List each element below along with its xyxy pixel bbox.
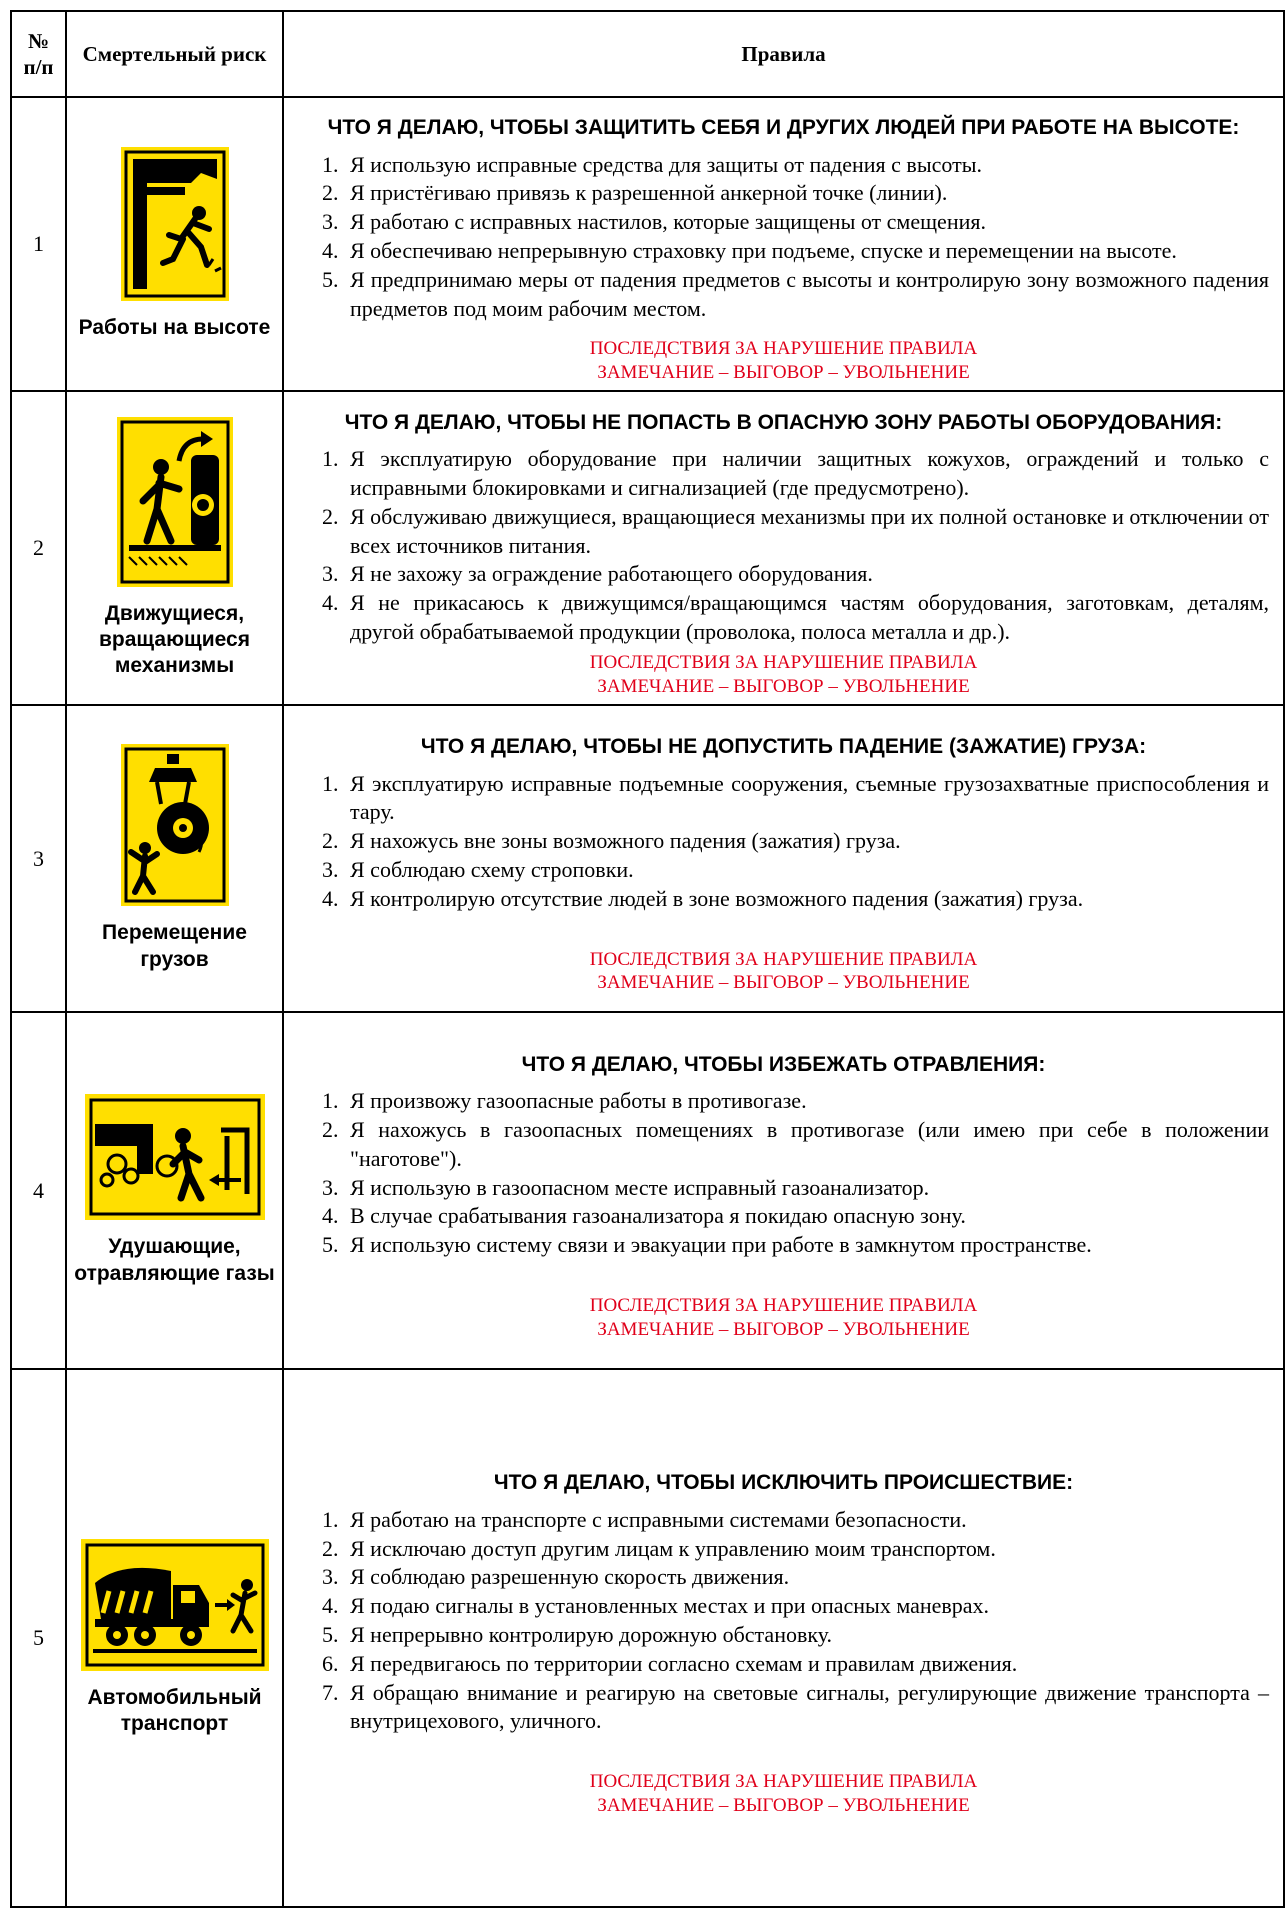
rule-item: 1. Я эксплуатирую оборудование при наличии защитных кожухов, ограждений и только с исправными блокировками и сигнализацией (где предусмотрено).: [344, 445, 1269, 503]
consequence-note: [298, 948, 1269, 996]
risk-cell: [66, 1369, 283, 1907]
rule-item: 7. Я обращаю внимание и реагирую на световые сигналы, регулирующие движение транспорта – внутрицехового, уличного.: [344, 1679, 1269, 1737]
rule-list: [298, 1087, 1269, 1260]
rule-item: 4. Я не прикасаюсь к движущимся/вращающимся частям оборудования, заготовкам, деталям, другой обрабатываемой продукции (проволока, полоса металла и др.).: [344, 589, 1269, 647]
table-row: [11, 1369, 1284, 1907]
rule-item: 4. Я контролирую отсутствие людей в зоне возможного падения (зажатия) груза.: [344, 885, 1269, 914]
rule-item: 2. Я исключаю доступ другим лицам к управлению моим транспортом.: [344, 1535, 1269, 1564]
table-row: [11, 1012, 1284, 1369]
header-number: [11, 11, 66, 97]
risk-name: Удушающие, отравляющие газы: [74, 1235, 275, 1285]
rule-item: 3. Я работаю с исправных настилов, которые защищены от смещения.: [344, 208, 1269, 237]
risk-name: Автомобильный транспорт: [87, 1685, 262, 1735]
rules-cell: [283, 97, 1284, 391]
rule-item: 2. Я нахожусь вне зоны возможного падения (зажатия) груза.: [344, 827, 1269, 856]
consequence-line2: ЗАМЕЧАНИЕ – ВЫГОВОР – УВОЛЬНЕНИЕ: [597, 675, 970, 697]
table-header-row: [11, 11, 1284, 97]
rule-heading: ЧТО Я ДЕЛАЮ, ЧТОБЫ НЕ ДОПУСТИТЬ ПАДЕНИЕ (ЗАЖАТИЕ) ГРУЗА:: [420, 734, 1147, 758]
rule-item: 5. Я использую систему связи и эвакуации при работе в замкнутом пространстве.: [344, 1231, 1269, 1260]
row-number: 3: [11, 705, 66, 1012]
rule-item: 3. Я соблюдаю разрешенную скорость движения.: [344, 1563, 1269, 1592]
rule-heading: ЧТО Я ДЕЛАЮ, ЧТОБЫ ИСКЛЮЧИТЬ ПРОИСШЕСТВИЕ:: [493, 1471, 1074, 1495]
rule-item: 2. Я пристёгиваю привязь к разрешенной анкерной точке (линии).: [344, 179, 1269, 208]
rule-item: 6. Я передвигаюсь по территории согласно схемам и правилам движения.: [344, 1650, 1269, 1679]
rule-list: [298, 445, 1269, 647]
rule-item: 1. Я использую исправные средства для защиты от падения с высоты.: [344, 151, 1269, 180]
table-row: [11, 391, 1284, 705]
header-rules: Правила: [283, 11, 1284, 97]
consequence-line1: ПОСЛЕДСТВИЯ ЗА НАРУШЕНИЕ ПРАВИЛА: [589, 948, 978, 970]
fatal-risks-table: [10, 10, 1285, 1908]
consequence-note: [298, 651, 1269, 699]
header-risk: Смертельный риск: [66, 11, 283, 97]
rule-item: 1. Я работаю на транспорте с исправными системами безопасности.: [344, 1506, 1269, 1535]
rule-heading: ЧТО Я ДЕЛАЮ, ЧТОБЫ НЕ ПОПАСТЬ В ОПАСНУЮ ЗОНУ РАБОТЫ ОБОРУДОВАНИЯ:: [344, 410, 1223, 434]
rule-item: 3. Я соблюдаю схему строповки.: [344, 856, 1269, 885]
toxic-gas-icon: [85, 1094, 265, 1220]
header-number-line1: №: [27, 28, 50, 53]
rule-item: 4. Я обеспечиваю непрерывную страховку при подъеме, спуске и перемещении на высоте.: [344, 237, 1269, 266]
suspended-load-icon: [121, 744, 229, 906]
rule-item: 3. Я использую в газоопасном месте исправный газоанализатор.: [344, 1174, 1269, 1203]
rules-cell: [283, 391, 1284, 705]
fall-from-height-icon: [121, 147, 229, 301]
consequence-note: [298, 1770, 1269, 1818]
consequence-line2: ЗАМЕЧАНИЕ – ВЫГОВОР – УВОЛЬНЕНИЕ: [597, 1795, 970, 1817]
rule-item: 3. Я не захожу за ограждение работающего оборудования.: [344, 560, 1269, 589]
rule-item: 5. Я предпринимаю меры от падения предметов с высоты и контролирую зону возможного падения предметов под моим рабочим местом.: [344, 266, 1269, 324]
risk-name: Перемещение грузов: [102, 921, 247, 971]
dump-truck-icon: [81, 1539, 269, 1671]
rule-item: 1. Я произвожу газоопасные работы в противогазе.: [344, 1087, 1269, 1116]
rule-list: [298, 770, 1269, 914]
rules-cell: [283, 1369, 1284, 1907]
rotating-machinery-icon: [117, 417, 233, 587]
rule-item: 2. Я нахожусь в газоопасных помещениях в противогазе (или имею при себе в положении "наготове").: [344, 1116, 1269, 1174]
row-number: 4: [11, 1012, 66, 1369]
rule-heading: ЧТО Я ДЕЛАЮ, ЧТОБЫ ЗАЩИТИТЬ СЕБЯ И ДРУГИХ ЛЮДЕЙ ПРИ РАБОТЕ НА ВЫСОТЕ:: [327, 116, 1240, 139]
table-row: [11, 97, 1284, 391]
rule-item: 4. Я подаю сигналы в установленных местах и при опасных маневрах.: [344, 1592, 1269, 1621]
rules-cell: [283, 705, 1284, 1012]
rule-item: 2. Я обслуживаю движущиеся, вращающиеся механизмы при их полной остановке и отключении от всех источников питания.: [344, 503, 1269, 561]
consequence-line2: ЗАМЕЧАНИЕ – ВЫГОВОР – УВОЛЬНЕНИЕ: [597, 972, 970, 994]
consequence-line1: ПОСЛЕДСТВИЯ ЗА НАРУШЕНИЕ ПРАВИЛА: [589, 1294, 978, 1316]
risk-cell: [66, 97, 283, 391]
rule-list: [298, 151, 1269, 324]
risk-cell: [66, 391, 283, 705]
rule-list: [298, 1506, 1269, 1737]
risk-name: Движущиеся, вращающиеся механизмы: [99, 601, 250, 678]
consequence-line2: ЗАМЕЧАНИЕ – ВЫГОВОР – УВОЛЬНЕНИЕ: [597, 1318, 970, 1340]
consequence-line1: ПОСЛЕДСТВИЯ ЗА НАРУШЕНИЕ ПРАВИЛА: [589, 1771, 978, 1793]
rule-item: 4. В случае срабатывания газоанализатора я покидаю опасную зону.: [344, 1202, 1269, 1231]
row-number: 2: [11, 391, 66, 705]
header-number-line2: п/п: [23, 55, 54, 79]
consequence-line1: ПОСЛЕДСТВИЯ ЗА НАРУШЕНИЕ ПРАВИЛА: [589, 651, 978, 673]
consequence-line1: ПОСЛЕДСТВИЯ ЗА НАРУШЕНИЕ ПРАВИЛА: [589, 338, 978, 360]
table-row: [11, 705, 1284, 1012]
risk-name: Работы на высоте: [78, 315, 271, 339]
rule-item: 1. Я эксплуатирую исправные подъемные сооружения, съемные грузозахватные приспособления и тару.: [344, 770, 1269, 828]
row-number: 5: [11, 1369, 66, 1907]
risk-cell: [66, 705, 283, 1012]
consequence-note: [298, 1294, 1269, 1342]
rule-heading: ЧТО Я ДЕЛАЮ, ЧТОБЫ ИЗБЕЖАТЬ ОТРАВЛЕНИЯ:: [521, 1052, 1046, 1076]
rule-item: 5. Я непрерывно контролирую дорожную обстановку.: [344, 1621, 1269, 1650]
consequence-note: [298, 337, 1269, 385]
consequence-line2: ЗАМЕЧАНИЕ – ВЫГОВОР – УВОЛЬНЕНИЕ: [597, 362, 970, 384]
rules-cell: [283, 1012, 1284, 1369]
risk-cell: [66, 1012, 283, 1369]
row-number: 1: [11, 97, 66, 391]
